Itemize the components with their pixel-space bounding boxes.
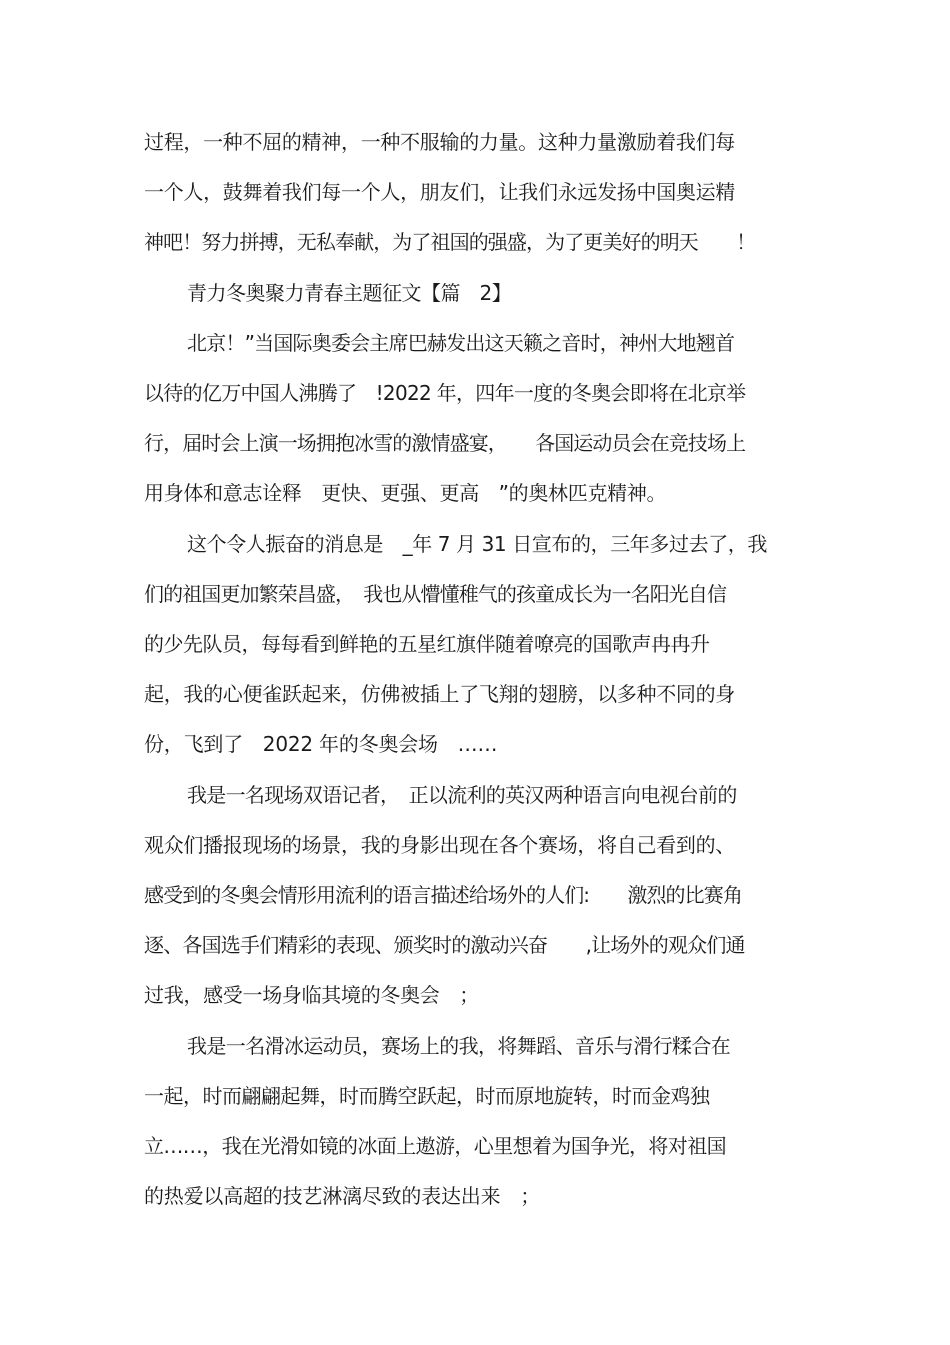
text-line-12: 起，我的心便雀跃起来，仿佛被插上了飞翔的翅膀，以多种不同的身	[144, 682, 735, 706]
section-heading: 青力冬奥聚力青春主题征文【篇 2】	[187, 281, 512, 305]
text-line-18: 过我，感受一场身临其境的冬奥会 ；	[144, 983, 479, 1007]
text-line-2: 一个人，鼓舞着我们每一个人，朋友们，让我们永远发扬中国奥运精	[144, 180, 735, 204]
text-line-14: 我是一名现场双语记者， 正以流利的英汉两种语言向电视台前的	[187, 783, 737, 807]
text-line-21: 立……，我在光滑如镜的冰面上遨游，心里想着为国争光，将对祖国	[144, 1134, 726, 1158]
text-line-6: 以待的亿万中国人沸腾了 !2022 年，四年一度的冬奥会即将在北京举	[144, 381, 746, 405]
text-line-17: 逐、各国选手们精彩的表现、颁奖时的激动兴奋 ,让场外的观众们通	[144, 933, 745, 957]
text-line-1: 过程，一种不屈的精神，一种不服输的力量。这种力量激励着我们每	[144, 130, 735, 154]
text-line-19: 我是一名滑冰运动员，赛场上的我，将舞蹈、音乐与滑行糅合在	[187, 1034, 731, 1058]
text-line-20: 一起，时而翩翩起舞，时而腾空跃起，时而原地旋转，时而金鸡独	[144, 1084, 710, 1108]
text-line-8: 用身体和意志诠释 更快、更强、更高 ”的奥林匹克精神。	[144, 481, 667, 505]
text-line-3: 神吧！努力拼搏，无私奉献，为了祖国的强盛，为了更美好的明天 ！	[144, 230, 756, 254]
text-line-22: 的热爱以高超的技艺淋漓尽致的表达出来 ；	[144, 1184, 540, 1208]
text-line-7: 行，届时会上演一场拥抱冰雪的激情盛宴， 各国运动员会在竞技场上	[144, 431, 746, 455]
text-line-5: 北京！”当国际奥委会主席巴赫发出这天籁之音时，神州大地翘首	[187, 331, 735, 355]
text-line-9: 这个令人振奋的消息是 _年 7 月 31 日宣布的，三年多过去了，我	[187, 532, 768, 556]
text-line-16: 感受到的冬奥会情形用流利的语言描述给场外的人们: 激烈的比赛角	[144, 883, 742, 907]
text-line-15: 观众们播报现场的场景，我的身影出现在各个赛场，将自己看到的、	[144, 833, 735, 857]
text-line-11: 的少先队员，每每看到鲜艳的五星红旗伴随着嘹亮的国歌声冉冉升	[144, 632, 710, 656]
text-line-13: 份，飞到了 2022 年的冬奥会场 ……	[144, 732, 498, 756]
text-line-10: 们的祖国更加繁荣昌盛， 我也从懵懂稚气的孩童成长为一名阳光自信	[144, 582, 727, 606]
